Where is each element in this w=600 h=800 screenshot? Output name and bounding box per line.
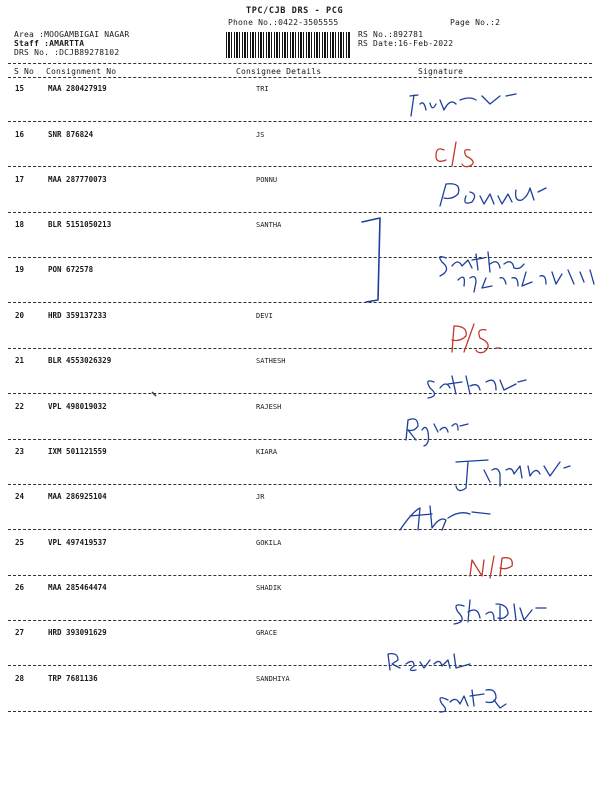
divider [8, 575, 592, 576]
row-consignee: JS [256, 131, 265, 139]
table-row [0, 311, 600, 357]
row-consignee: SANTHA [256, 221, 282, 229]
row-sno: 17 [15, 175, 25, 184]
row-sno: 26 [15, 583, 25, 592]
area-field: Area :MOOGAMBIGAI NAGAR [14, 30, 130, 39]
phone-number: Phone No.:0422-3505555 [228, 18, 339, 27]
row-sno: 23 [15, 447, 25, 456]
rs-number: RS No.:892781 [358, 30, 424, 39]
divider [8, 484, 592, 485]
document-title: TPC/CJB DRS - PCG [246, 6, 344, 16]
row-sno: 22 [15, 402, 25, 411]
row-sno: 25 [15, 538, 25, 547]
row-consignment: TRP 7681136 [48, 674, 98, 683]
row-consignment: VPL 498019032 [48, 402, 107, 411]
col-consignee: Consignee Details [236, 67, 322, 76]
row-consignment: HRD 359137233 [48, 311, 107, 320]
table-row [0, 220, 600, 266]
row-consignment: PON 672578 [48, 265, 94, 274]
divider [8, 121, 592, 122]
row-consignee: SANDHIYA [256, 675, 290, 683]
row-consignment: MAA 286925104 [48, 492, 107, 501]
divider [8, 665, 592, 666]
table-row [0, 674, 600, 720]
row-sno: 27 [15, 628, 25, 637]
divider [8, 302, 592, 303]
row-consignee: SHADIK [256, 584, 282, 592]
row-consignee: SATHESH [256, 357, 286, 365]
divider [8, 166, 592, 167]
row-consignment: BLR 5151050213 [48, 220, 112, 229]
row-sno: 18 [15, 220, 25, 229]
row-sno: 21 [15, 356, 25, 365]
staff-field: Staff :AMARTTA [14, 39, 85, 48]
row-sno: 20 [15, 311, 25, 320]
row-consignment: MAA 287770073 [48, 175, 107, 184]
divider [8, 439, 592, 440]
row-sno: 15 [15, 84, 25, 93]
table-row [0, 130, 600, 176]
table-row [0, 628, 600, 674]
table-row [0, 175, 600, 221]
table-row [0, 583, 600, 629]
row-consignee: TRI [256, 85, 269, 93]
divider [8, 711, 592, 712]
table-row [0, 492, 600, 538]
divider [8, 348, 592, 349]
col-signature: Signature [418, 67, 464, 76]
table-row [0, 84, 600, 130]
col-sno: S No [14, 67, 35, 76]
row-consignment: VPL 497419537 [48, 538, 107, 547]
row-consignee: PONNU [256, 176, 278, 184]
divider [8, 212, 592, 213]
row-consignee: JR [256, 493, 265, 501]
row-sno: 28 [15, 674, 25, 683]
row-sno: 16 [15, 130, 25, 139]
row-consignment: SNR 876824 [48, 130, 94, 139]
row-sno: 19 [15, 265, 25, 274]
row-sno: 24 [15, 492, 25, 501]
row-consignee: RAJESH [256, 403, 282, 411]
row-consignment: IXM 501121559 [48, 447, 107, 456]
divider [8, 257, 592, 258]
table-row [0, 356, 600, 402]
table-row [0, 538, 600, 584]
table-row [0, 402, 600, 448]
row-consignment: MAA 285464474 [48, 583, 107, 592]
row-consignee: DEVI [256, 312, 273, 320]
row-consignee: KIARA [256, 448, 278, 456]
page-number: Page No.:2 [450, 18, 501, 27]
divider [8, 393, 592, 394]
divider [8, 63, 592, 64]
drs-number: DRS No. :DCJB89278102 [14, 48, 120, 57]
rs-date: RS Date:16-Feb-2022 [358, 39, 454, 48]
divider [8, 529, 592, 530]
barcode [226, 32, 350, 58]
table-row [0, 265, 600, 311]
row-consignee: GOKILA [256, 539, 282, 547]
row-consignment: HRD 393091629 [48, 628, 107, 637]
row-consignment: BLR 4553026329 [48, 356, 112, 365]
col-consignment: Consignment No [46, 67, 117, 76]
divider [8, 77, 592, 78]
row-consignee: GRACE [256, 629, 278, 637]
row-consignment: MAA 280427919 [48, 84, 107, 93]
divider [8, 620, 592, 621]
table-row [0, 447, 600, 493]
